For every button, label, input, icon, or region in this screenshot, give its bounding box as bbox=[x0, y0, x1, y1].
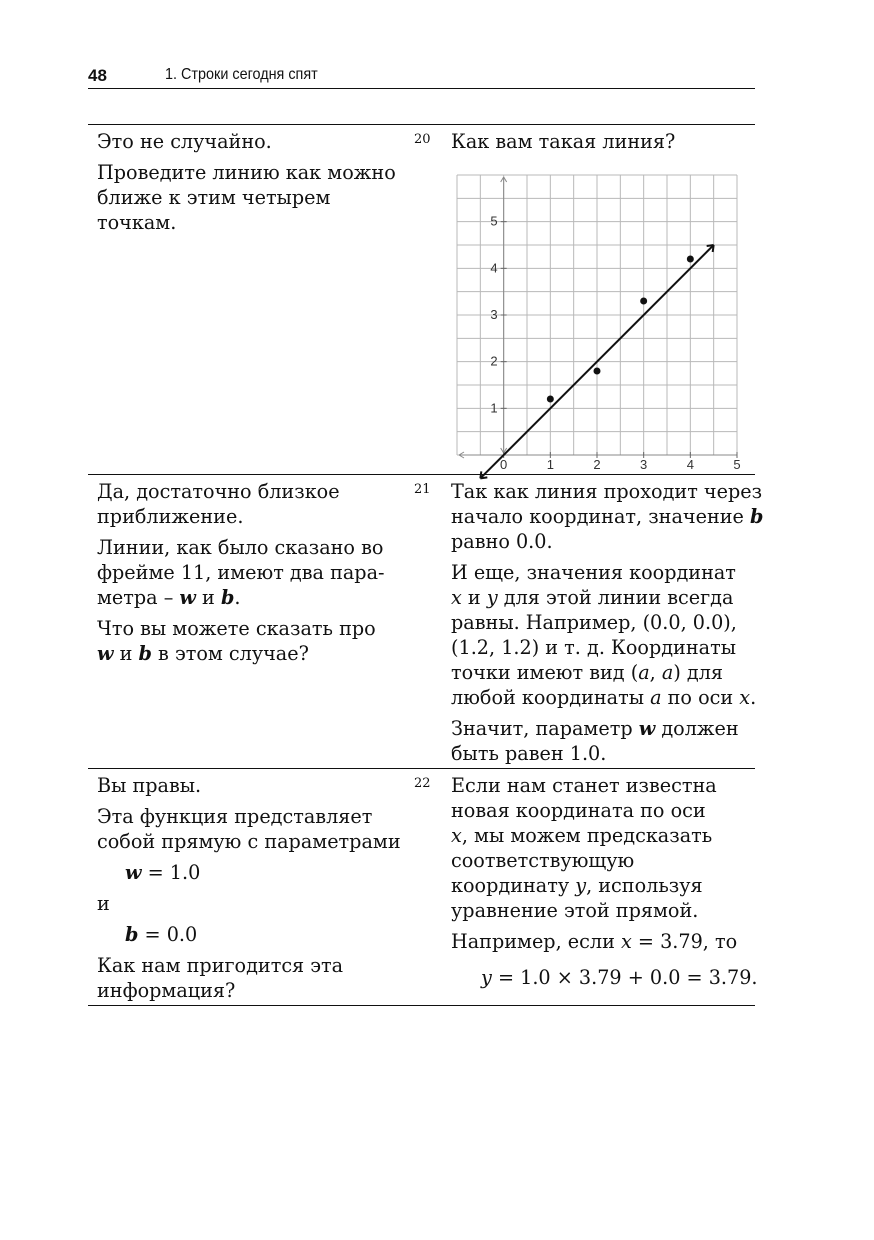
text-line: и bbox=[97, 892, 110, 915]
equation-b: b = 0.0 bbox=[125, 923, 198, 946]
frame-20-left bbox=[97, 129, 397, 235]
frame-22 bbox=[88, 768, 758, 1005]
param-w: w bbox=[179, 586, 196, 609]
x-tick-label: 2 bbox=[593, 457, 601, 472]
chapter-title: 1. Строки сегодня спят bbox=[165, 66, 318, 83]
x-tick-label: 1 bbox=[546, 457, 554, 472]
text-line: точкам. bbox=[97, 211, 177, 234]
text-line: равны. Например, (0.0, 0.0), bbox=[451, 611, 737, 634]
text-line: Да, достаточно близкое bbox=[97, 480, 340, 503]
text-line: Вы правы. bbox=[97, 774, 202, 797]
text-line: Это не случайно. bbox=[97, 130, 272, 153]
text-line: метра – w и b. bbox=[97, 586, 241, 609]
y-tick-label: 2 bbox=[490, 353, 498, 369]
text-line: начало координат, значение b bbox=[451, 505, 764, 528]
equation-w: w = 1.0 bbox=[125, 861, 201, 884]
data-point bbox=[640, 298, 647, 305]
page-header bbox=[88, 64, 755, 88]
x-tick-label: 4 bbox=[686, 457, 694, 472]
frame-21 bbox=[88, 474, 764, 768]
text-line: информация? bbox=[97, 979, 236, 1002]
data-point bbox=[547, 396, 554, 403]
text-line: w и b в этом случае? bbox=[97, 642, 309, 665]
param-w: w bbox=[97, 642, 114, 665]
text-line: фрейме 11, имеют два пара- bbox=[97, 561, 385, 584]
x-tick-label: 0 bbox=[500, 457, 508, 472]
text-line: быть равен 1.0. bbox=[451, 742, 607, 765]
param-b: b bbox=[138, 642, 152, 665]
text-line: ближе к этим четырем bbox=[97, 186, 331, 209]
param-b: b bbox=[749, 505, 764, 528]
text-line: x и y для этой линии всегда bbox=[451, 586, 734, 609]
frame-21-right bbox=[451, 479, 764, 766]
text-line: Эта функция представляет bbox=[97, 805, 373, 828]
frame-number: 20 bbox=[414, 132, 431, 147]
frame-21-left bbox=[97, 479, 397, 666]
chart-grid bbox=[457, 175, 737, 455]
text-line: любой координаты a по оси x. bbox=[451, 686, 757, 709]
scatter-chart bbox=[450, 168, 745, 472]
text-line: Как нам пригодится эта bbox=[97, 954, 344, 977]
text-line: уравнение этой прямой. bbox=[451, 899, 699, 922]
data-point bbox=[687, 256, 694, 263]
x-tick-label: 3 bbox=[640, 457, 648, 472]
frame-22-right bbox=[451, 773, 758, 990]
text-line: Что вы можете сказать про bbox=[97, 617, 376, 640]
text-line: Так как линия проходит через bbox=[451, 480, 763, 503]
page-number: 48 bbox=[88, 66, 107, 85]
text-line: точки имеют вид (a, a) для bbox=[451, 661, 724, 684]
text-line: (1.2, 1.2) и т. д. Координаты bbox=[451, 636, 736, 659]
frame-20-right bbox=[451, 129, 751, 154]
param-b: b bbox=[220, 586, 235, 609]
text-line: x, мы можем предсказать bbox=[451, 824, 713, 847]
y-tick-label: 3 bbox=[490, 307, 498, 322]
data-point bbox=[594, 368, 601, 375]
frame-22-left bbox=[97, 773, 401, 1003]
header-rule bbox=[88, 88, 755, 89]
x-tick-label: 5 bbox=[733, 457, 741, 472]
frame-number: 21 bbox=[414, 482, 431, 497]
frame-number: 22 bbox=[414, 776, 431, 791]
chart-axes bbox=[459, 177, 737, 458]
y-tick-label: 4 bbox=[490, 260, 498, 276]
equation-prediction: y = 1.0 × 3.79 + 0.0 = 3.79. bbox=[481, 966, 758, 989]
text-line: новая координата по оси bbox=[451, 799, 706, 822]
text-line: координату y, используя bbox=[451, 874, 703, 897]
text-line: Проведите линию как можно bbox=[97, 161, 396, 184]
y-tick-label: 1 bbox=[490, 400, 498, 416]
text-line: Например, если x = 3.79, то bbox=[451, 930, 738, 953]
text-line: соответствующую bbox=[451, 849, 635, 872]
text-line: Линии, как было сказано во bbox=[97, 536, 384, 559]
y-tick-label: 5 bbox=[490, 213, 498, 229]
frame-divider bbox=[88, 1005, 755, 1006]
text-line: Если нам станет известна bbox=[451, 774, 717, 797]
text-line: Как вам такая линия? bbox=[451, 130, 676, 153]
param-w: w bbox=[638, 717, 656, 740]
text-line: приближение. bbox=[97, 505, 244, 528]
text-line: Значит, параметр w должен bbox=[451, 717, 739, 740]
text-line: собой прямую с параметрами bbox=[97, 830, 401, 853]
text-line: И еще, значения координат bbox=[451, 561, 736, 584]
text-line: равно 0.0. bbox=[451, 530, 553, 553]
